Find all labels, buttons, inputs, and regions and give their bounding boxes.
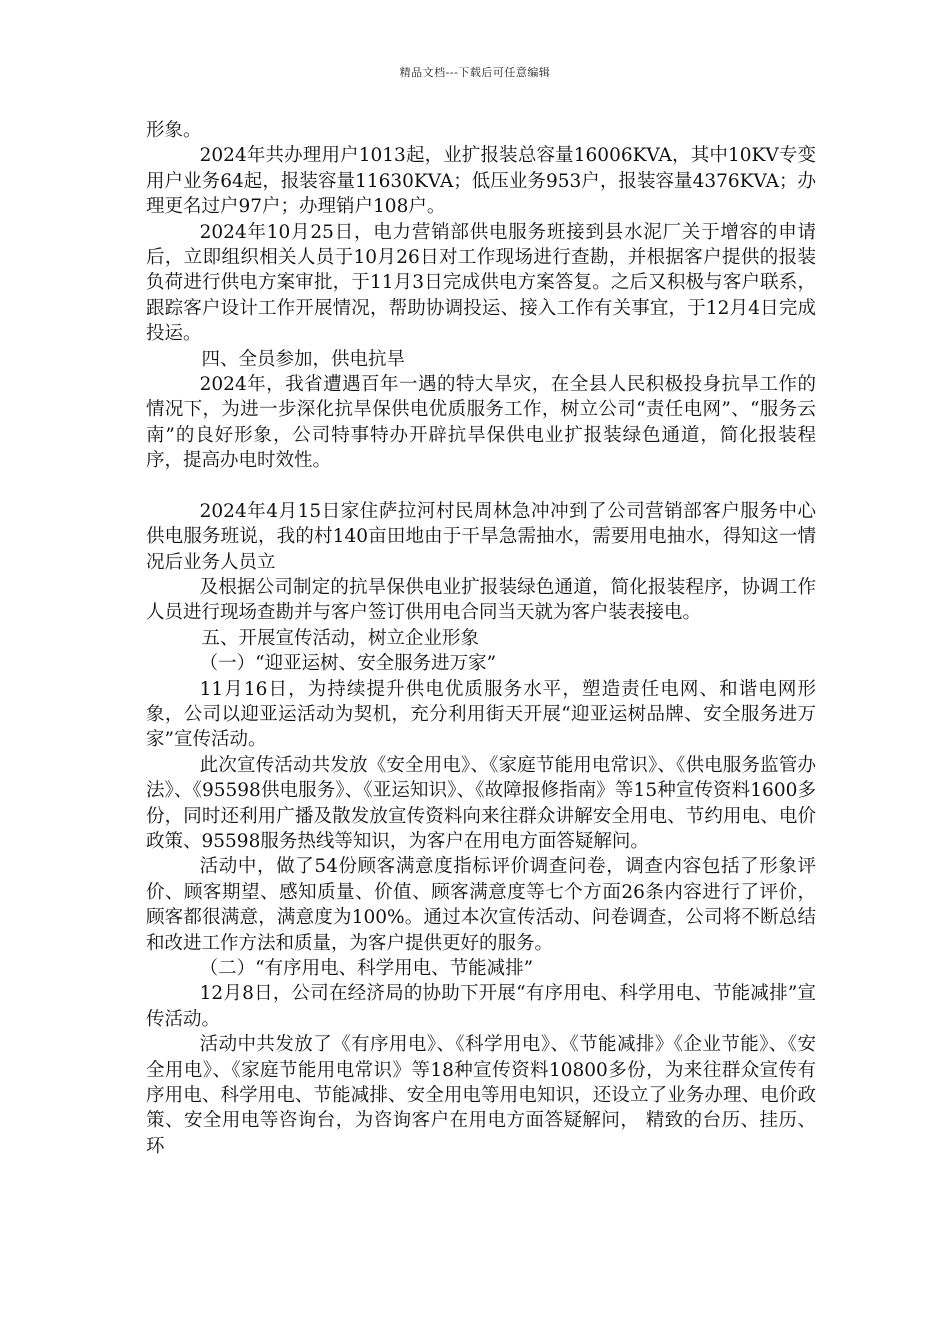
document-body (146, 118, 816, 1159)
paragraph: 此次宣传活动共发放《安全用电》、《家庭节能用电常识》、《供电服务监管办法》、《95598供电服务》、《亚运知识》、《故障报修指南》等15种宣传资料1600多份，同时还利用广播及散发放宣传资料向来往群众讲解安全用电、节约用电、电价政策、95598服务热线等知识，为客户在用电方面答疑解问。 (146, 754, 816, 852)
paragraph: 形象。 (146, 120, 202, 141)
paragraph: 12月8日，公司在经济局的协助下开展“有序用电、科学用电、节能减排”宣传活动。 (146, 983, 816, 1030)
paragraph: 2024年4月15日家住萨拉河村民周林急冲冲到了公司营销部客户服务中心供电服务班说，我的村140亩田地由于干旱急需抽水，需要用电抽水，得知这一情况后业务人员立 (146, 500, 816, 573)
page-header: 精品文档---下载后可任意编辑 (399, 66, 551, 79)
paragraph: 及根据公司制定的抗旱保供电业扩报装绿色通道，简化报装程序，协调工作人员进行现场查勘并与客户签订供用电合同当天就为客户装表接电。 (146, 576, 816, 624)
paragraph: 2024年共办理用户1013起，业扩报装总容量16006KVA，其中10KV专变用户业务64起，报装容量11630KVA；低压业务953户，报装容量4376KVA；办理更名过户97户；办理销户108户。 (146, 145, 816, 218)
paragraph: 活动中共发放了《有序用电》、《科学用电》、《节能减排》《企业节能》、《安全用电》、《家庭节能用电常识》等18种宣传资料10800多份，为来往群众宣传有序用电、科学用电、节能减排、安全用电等用电知识，还设立了业务办理、电价政策、安全用电等咨询台，为咨询客户在用电方面答疑解问， 精致的台历、挂历、环 (146, 1034, 816, 1157)
section-heading: 五、开展宣传活动，树立企业形象 (201, 627, 480, 649)
subsection-heading: （二）“有序用电、科学用电、节能减排” (199, 958, 534, 979)
subsection-heading: （一）“迎亚运树、安全服务进万家” (199, 653, 497, 675)
paragraph: 2024年，我省遭遇百年一遇的特大旱灾，在全县人民积极投身抗旱工作的情况下，为进一步深化抗旱保供电优质服务工作，树立公司“责任电网”、“服务云南”的良好形象，公司特事特办开辟抗旱保供电业扩报装绿色通道，简化报装程序，提高办电时效性。 (146, 374, 816, 472)
paragraph: 11月16日，为持续提升供电优质服务水平，塑造责任电网、和谐电网形象，公司以迎亚运活动为契机，充分利用街天开展“迎亚运树品牌、安全服务进万家”宣传活动。 (146, 678, 816, 751)
paragraph: 2024年10月25日，电力营销部供电服务班接到县水泥厂关于增容的申请后，立即组织相关人员于10月26日对工作现场进行查勘，并根据客户提供的报装负荷进行供电方案审批，于11月3日完成供电方案答复。之后又积极与客户联系，跟踪客户设计工作开展情况，帮助协调投运、接入工作有关事宜，于12月4日完成投运。 (146, 221, 816, 345)
section-heading: 四、全员参加，供电抗旱 (201, 348, 406, 370)
paragraph: 活动中，做了54份顾客满意度指标评价调查问卷，调查内容包括了形象评价、顾客期望、感知质量、价值、顾客满意度等七个方面26条内容进行了评价，顾客都很满意，满意度为100%。通过本次宣传活动、问卷调查，公司将不断总结和改进工作方法和质量，为客户提供更好的服务。 (146, 856, 816, 954)
paragraph-gap (146, 474, 816, 499)
